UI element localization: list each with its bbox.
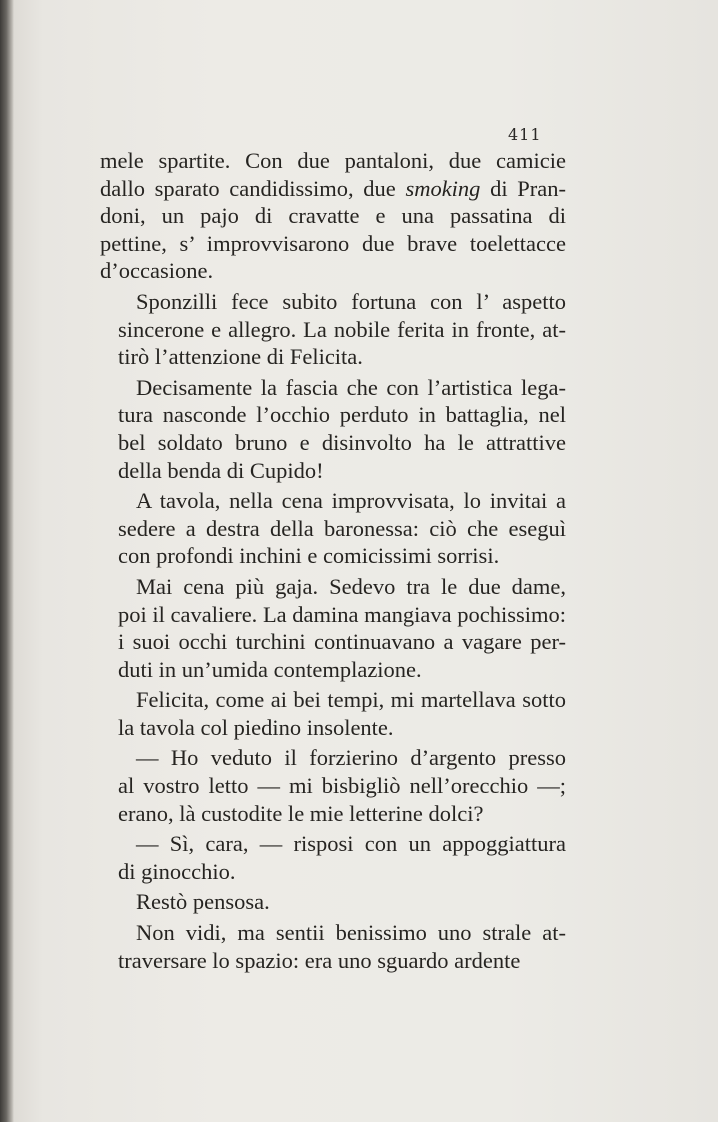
text-segment: al vostro letto — mi bisbigliò nell’orecchio —; xyxy=(118,773,566,799)
text-segment: Decisamente la fascia che con l’artistica lega- xyxy=(136,374,566,400)
text-segment: la tavola col piedino insolente. xyxy=(118,714,394,740)
body-text xyxy=(100,147,566,974)
text-segment: pettine, s’ improvvisarono due brave toelettacce xyxy=(100,230,566,256)
text-line xyxy=(100,202,566,230)
paragraph xyxy=(100,573,566,683)
text-line xyxy=(100,714,566,742)
text-line xyxy=(100,686,566,714)
text-segment: sedere a destra della baronessa: ciò che eseguì xyxy=(118,515,566,541)
text-line xyxy=(100,515,566,543)
text-line xyxy=(100,542,566,570)
text-line xyxy=(100,744,566,772)
text-line xyxy=(100,401,566,429)
text-line xyxy=(100,257,566,285)
book-spine-shadow xyxy=(0,0,14,1122)
text-segment: mele spartite. Con due pantaloni, due camicie xyxy=(100,148,566,173)
text-line xyxy=(100,457,566,485)
text-segment: Restò pensosa. xyxy=(136,889,270,915)
text-line xyxy=(100,573,566,601)
text-segment: erano, là custodite le mie letterine dolci? xyxy=(118,800,484,826)
text-segment: doni, un pajo di cravatte e una passatina di xyxy=(100,203,566,229)
text-segment: sincerone e allegro. La nobile ferita in fronte, at- xyxy=(118,316,566,342)
page-number: 411 xyxy=(508,125,542,144)
text-line xyxy=(100,772,566,800)
paragraph xyxy=(100,686,566,741)
text-segment: bel soldato bruno e disinvolto ha le attrattive xyxy=(118,429,566,455)
text-line xyxy=(100,429,566,457)
text-line xyxy=(100,628,566,656)
text-segment: con profondi inchini e comicissimi sorrisi. xyxy=(118,543,500,569)
text-line xyxy=(100,288,566,316)
paragraph xyxy=(100,919,566,974)
text-segment: Mai cena più gaja. Sedevo tra le due dame, xyxy=(136,573,566,599)
text-segment: Felicita, come ai bei tempi, mi martellava sotto xyxy=(136,687,566,713)
text-line xyxy=(100,800,566,828)
text-line xyxy=(100,316,566,344)
text-segment: dallo sparato candidissimo, due xyxy=(100,175,406,201)
text-segment: tirò l’attenzione di Felicita. xyxy=(118,344,363,370)
text-line xyxy=(100,919,566,947)
text-segment: A tavola, nella cena improvvisata, lo invitai a xyxy=(136,488,566,514)
text-line xyxy=(100,601,566,629)
text-segment: poi il cavaliere. La damina mangiava pochissimo: xyxy=(118,601,566,627)
text-line xyxy=(100,374,566,402)
text-segment: i suoi occhi turchini continuavano a vagare per- xyxy=(118,629,566,655)
text-segment: Sponzilli fece subito fortuna con l’ aspetto xyxy=(136,288,566,314)
paragraph xyxy=(100,744,566,827)
text-segment: Non vidi, ma sentii benissimo uno strale at- xyxy=(136,920,566,946)
text-line xyxy=(100,858,566,886)
text-segment: di ginocchio. xyxy=(118,858,236,884)
text-line xyxy=(100,888,566,916)
text-segment: tura nasconde l’occhio perduto in battaglia, nel xyxy=(118,402,566,428)
text-segment: traversare lo spazio: era uno sguardo ardente xyxy=(118,947,521,973)
text-segment: d’occasione. xyxy=(100,258,214,284)
text-line xyxy=(100,487,566,515)
text-line xyxy=(100,830,566,858)
text-line xyxy=(100,947,566,975)
italic-text: smoking xyxy=(405,175,481,201)
paragraph xyxy=(100,288,566,371)
text-line xyxy=(100,147,566,175)
paragraph xyxy=(100,830,566,885)
text-segment: di Pran- xyxy=(480,175,566,201)
paragraph xyxy=(100,487,566,570)
text-segment: della benda di Cupido! xyxy=(118,457,324,483)
text-segment: — Ho veduto il forzierino d’argento presso xyxy=(136,745,566,771)
paragraph xyxy=(100,888,566,916)
paragraph xyxy=(100,147,566,285)
text-line xyxy=(100,656,566,684)
text-line xyxy=(100,343,566,371)
text-segment: duti in un’umida contemplazione. xyxy=(118,656,422,682)
text-line xyxy=(100,175,566,203)
text-segment: — Sì, cara, — risposi con un appoggiattura xyxy=(136,831,566,857)
paragraph xyxy=(100,374,566,484)
text-line xyxy=(100,230,566,258)
